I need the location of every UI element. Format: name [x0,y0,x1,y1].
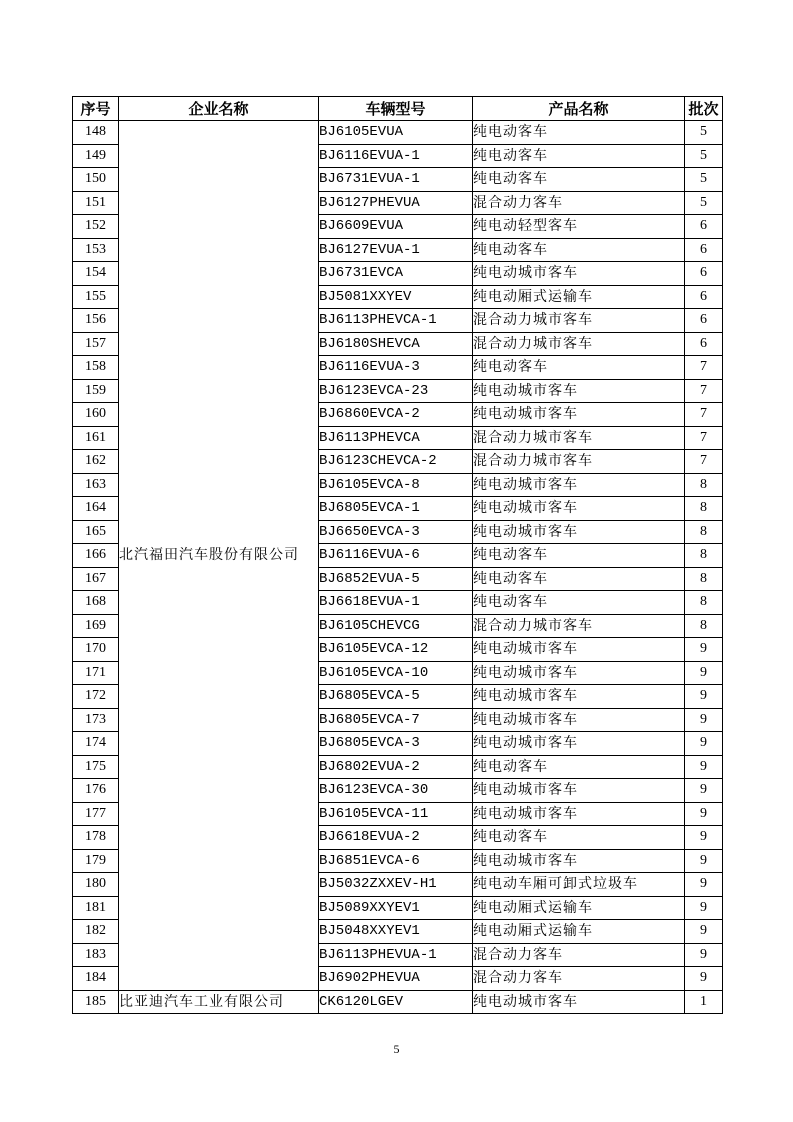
vehicle-model-cell: BJ5048XXYEV1 [319,920,473,944]
vehicle-model-cell: BJ6113PHEVCA-1 [319,309,473,333]
vehicle-model-cell: BJ6105EVCA-10 [319,661,473,685]
vehicle-model-cell: BJ6123EVCA-30 [319,779,473,803]
row-seq-cell: 179 [73,849,119,873]
row-seq-cell: 174 [73,732,119,756]
batch-cell: 9 [685,755,723,779]
vehicle-model-cell: BJ6127PHEVUA [319,191,473,215]
batch-cell: 9 [685,802,723,826]
batch-cell: 9 [685,943,723,967]
batch-cell: 7 [685,379,723,403]
row-seq-cell: 184 [73,967,119,991]
product-name-cell: 纯电动厢式运输车 [473,920,685,944]
vehicle-model-cell: BJ6860EVCA-2 [319,403,473,427]
batch-cell: 5 [685,191,723,215]
table-row [73,990,723,1014]
row-seq-cell: 170 [73,638,119,662]
vehicle-model-cell: BJ6618EVUA-1 [319,591,473,615]
product-name-cell: 纯电动城市客车 [473,403,685,427]
product-name-cell: 混合动力城市客车 [473,332,685,356]
row-seq-cell: 172 [73,685,119,709]
row-seq-cell: 153 [73,238,119,262]
row-seq-cell: 155 [73,285,119,309]
batch-cell: 8 [685,591,723,615]
batch-cell: 6 [685,285,723,309]
vehicle-model-cell: BJ6123CHEVCA-2 [319,450,473,474]
table-body [73,121,723,1014]
product-name-cell: 混合动力城市客车 [473,614,685,638]
product-name-cell: 纯电动城市客车 [473,990,685,1014]
product-name-cell: 混合动力城市客车 [473,450,685,474]
vehicle-model-cell: CK6120LGEV [319,990,473,1014]
row-seq-cell: 181 [73,896,119,920]
row-seq-cell: 156 [73,309,119,333]
vehicle-model-cell: BJ6127EVUA-1 [319,238,473,262]
vehicle-model-cell: BJ6650EVCA-3 [319,520,473,544]
vehicle-model-cell: BJ6851EVCA-6 [319,849,473,873]
row-seq-cell: 158 [73,356,119,380]
vehicle-model-cell: BJ6731EVCA [319,262,473,286]
batch-cell: 9 [685,920,723,944]
header-seq: 序号 [73,97,119,121]
header-company: 企业名称 [119,97,319,121]
row-seq-cell: 168 [73,591,119,615]
batch-cell: 9 [685,896,723,920]
product-name-cell: 纯电动轻型客车 [473,215,685,239]
vehicle-model-cell: BJ6105CHEVCG [319,614,473,638]
product-name-cell: 纯电动车厢可卸式垃圾车 [473,873,685,897]
batch-cell: 9 [685,826,723,850]
row-seq-cell: 152 [73,215,119,239]
row-seq-cell: 161 [73,426,119,450]
header-row [73,97,723,121]
vehicle-model-cell: BJ6731EVUA-1 [319,168,473,192]
vehicle-model-cell: BJ6180SHEVCA [319,332,473,356]
batch-cell: 9 [685,849,723,873]
batch-cell: 8 [685,520,723,544]
product-name-cell: 混合动力客车 [473,943,685,967]
row-seq-cell: 162 [73,450,119,474]
row-seq-cell: 154 [73,262,119,286]
vehicle-model-cell: BJ5081XXYEV [319,285,473,309]
vehicle-model-cell: BJ6105EVUA [319,121,473,145]
product-name-cell: 混合动力城市客车 [473,426,685,450]
vehicle-model-cell: BJ6105EVCA-11 [319,802,473,826]
vehicle-model-cell: BJ6113PHEVCA [319,426,473,450]
batch-cell: 1 [685,990,723,1014]
batch-cell: 6 [685,309,723,333]
product-name-cell: 纯电动客车 [473,567,685,591]
batch-cell: 8 [685,497,723,521]
product-name-cell: 纯电动城市客车 [473,638,685,662]
vehicle-model-cell: BJ6116EVUA-6 [319,544,473,568]
vehicle-model-cell: BJ6805EVCA-7 [319,708,473,732]
product-name-cell: 纯电动客车 [473,121,685,145]
row-seq-cell: 182 [73,920,119,944]
batch-cell: 9 [685,779,723,803]
product-name-cell: 纯电动城市客车 [473,732,685,756]
header-product-name: 产品名称 [473,97,685,121]
batch-cell: 8 [685,614,723,638]
product-name-cell: 纯电动城市客车 [473,779,685,803]
header-model: 车辆型号 [319,97,473,121]
product-name-cell: 纯电动厢式运输车 [473,896,685,920]
table-row [73,121,723,145]
batch-cell: 9 [685,708,723,732]
batch-cell: 5 [685,168,723,192]
vehicle-model-cell: BJ6802EVUA-2 [319,755,473,779]
vehicle-model-cell: BJ6609EVUA [319,215,473,239]
batch-cell: 8 [685,567,723,591]
product-name-cell: 纯电动城市客车 [473,849,685,873]
product-name-cell: 纯电动城市客车 [473,497,685,521]
vehicle-model-cell: BJ6105EVCA-8 [319,473,473,497]
batch-cell: 8 [685,544,723,568]
vehicle-model-cell: BJ6902PHEVUA [319,967,473,991]
product-name-cell: 纯电动客车 [473,755,685,779]
row-seq-cell: 164 [73,497,119,521]
row-seq-cell: 160 [73,403,119,427]
batch-cell: 6 [685,238,723,262]
product-name-cell: 纯电动客车 [473,591,685,615]
batch-cell: 8 [685,473,723,497]
batch-cell: 9 [685,638,723,662]
header-batch: 批次 [685,97,723,121]
product-name-cell: 纯电动城市客车 [473,520,685,544]
product-name-cell: 纯电动客车 [473,144,685,168]
product-name-cell: 纯电动客车 [473,356,685,380]
vehicle-model-cell: BJ6123EVCA-23 [319,379,473,403]
row-seq-cell: 159 [73,379,119,403]
vehicle-model-cell: BJ6105EVCA-12 [319,638,473,662]
company-name-cell: 比亚迪汽车工业有限公司 [119,990,319,1014]
row-seq-cell: 180 [73,873,119,897]
row-seq-cell: 171 [73,661,119,685]
vehicle-model-cell: BJ6852EVUA-5 [319,567,473,591]
batch-cell: 9 [685,685,723,709]
batch-cell: 9 [685,873,723,897]
row-seq-cell: 169 [73,614,119,638]
product-name-cell: 纯电动城市客车 [473,708,685,732]
product-name-cell: 纯电动客车 [473,826,685,850]
product-name-cell: 纯电动城市客车 [473,379,685,403]
row-seq-cell: 166 [73,544,119,568]
batch-cell: 9 [685,732,723,756]
vehicle-model-cell: BJ5032ZXXEV-H1 [319,873,473,897]
row-seq-cell: 167 [73,567,119,591]
product-name-cell: 纯电动厢式运输车 [473,285,685,309]
vehicle-model-cell: BJ6113PHEVUA-1 [319,943,473,967]
row-seq-cell: 185 [73,990,119,1014]
vehicle-model-cell: BJ6805EVCA-1 [319,497,473,521]
row-seq-cell: 148 [73,121,119,145]
batch-cell: 7 [685,356,723,380]
product-name-cell: 纯电动城市客车 [473,802,685,826]
product-name-cell: 混合动力城市客车 [473,309,685,333]
table-header [73,97,723,121]
vehicle-model-cell: BJ6116EVUA-3 [319,356,473,380]
row-seq-cell: 150 [73,168,119,192]
row-seq-cell: 176 [73,779,119,803]
product-name-cell: 混合动力客车 [473,191,685,215]
batch-cell: 6 [685,332,723,356]
batch-cell: 9 [685,661,723,685]
vehicle-model-cell: BJ6116EVUA-1 [319,144,473,168]
row-seq-cell: 183 [73,943,119,967]
batch-cell: 6 [685,262,723,286]
row-seq-cell: 175 [73,755,119,779]
row-seq-cell: 177 [73,802,119,826]
row-seq-cell: 178 [73,826,119,850]
product-name-cell: 混合动力客车 [473,967,685,991]
row-seq-cell: 173 [73,708,119,732]
vehicle-model-cell: BJ6618EVUA-2 [319,826,473,850]
product-name-cell: 纯电动城市客车 [473,661,685,685]
batch-cell: 5 [685,121,723,145]
product-name-cell: 纯电动城市客车 [473,473,685,497]
row-seq-cell: 149 [73,144,119,168]
batch-cell: 9 [685,967,723,991]
batch-cell: 7 [685,426,723,450]
batch-cell: 6 [685,215,723,239]
product-name-cell: 纯电动客车 [473,168,685,192]
product-name-cell: 纯电动客车 [473,544,685,568]
vehicle-model-cell: BJ6805EVCA-5 [319,685,473,709]
vehicle-model-cell: BJ5089XXYEV1 [319,896,473,920]
product-name-cell: 纯电动客车 [473,238,685,262]
company-name-cell: 北汽福田汽车股份有限公司 [119,121,319,991]
row-seq-cell: 157 [73,332,119,356]
row-seq-cell: 151 [73,191,119,215]
vehicle-catalog-table [72,96,723,1014]
batch-cell: 5 [685,144,723,168]
batch-cell: 7 [685,450,723,474]
row-seq-cell: 165 [73,520,119,544]
product-name-cell: 纯电动城市客车 [473,685,685,709]
vehicle-model-cell: BJ6805EVCA-3 [319,732,473,756]
row-seq-cell: 163 [73,473,119,497]
product-name-cell: 纯电动城市客车 [473,262,685,286]
page-number: 5 [393,1042,400,1056]
batch-cell: 7 [685,403,723,427]
